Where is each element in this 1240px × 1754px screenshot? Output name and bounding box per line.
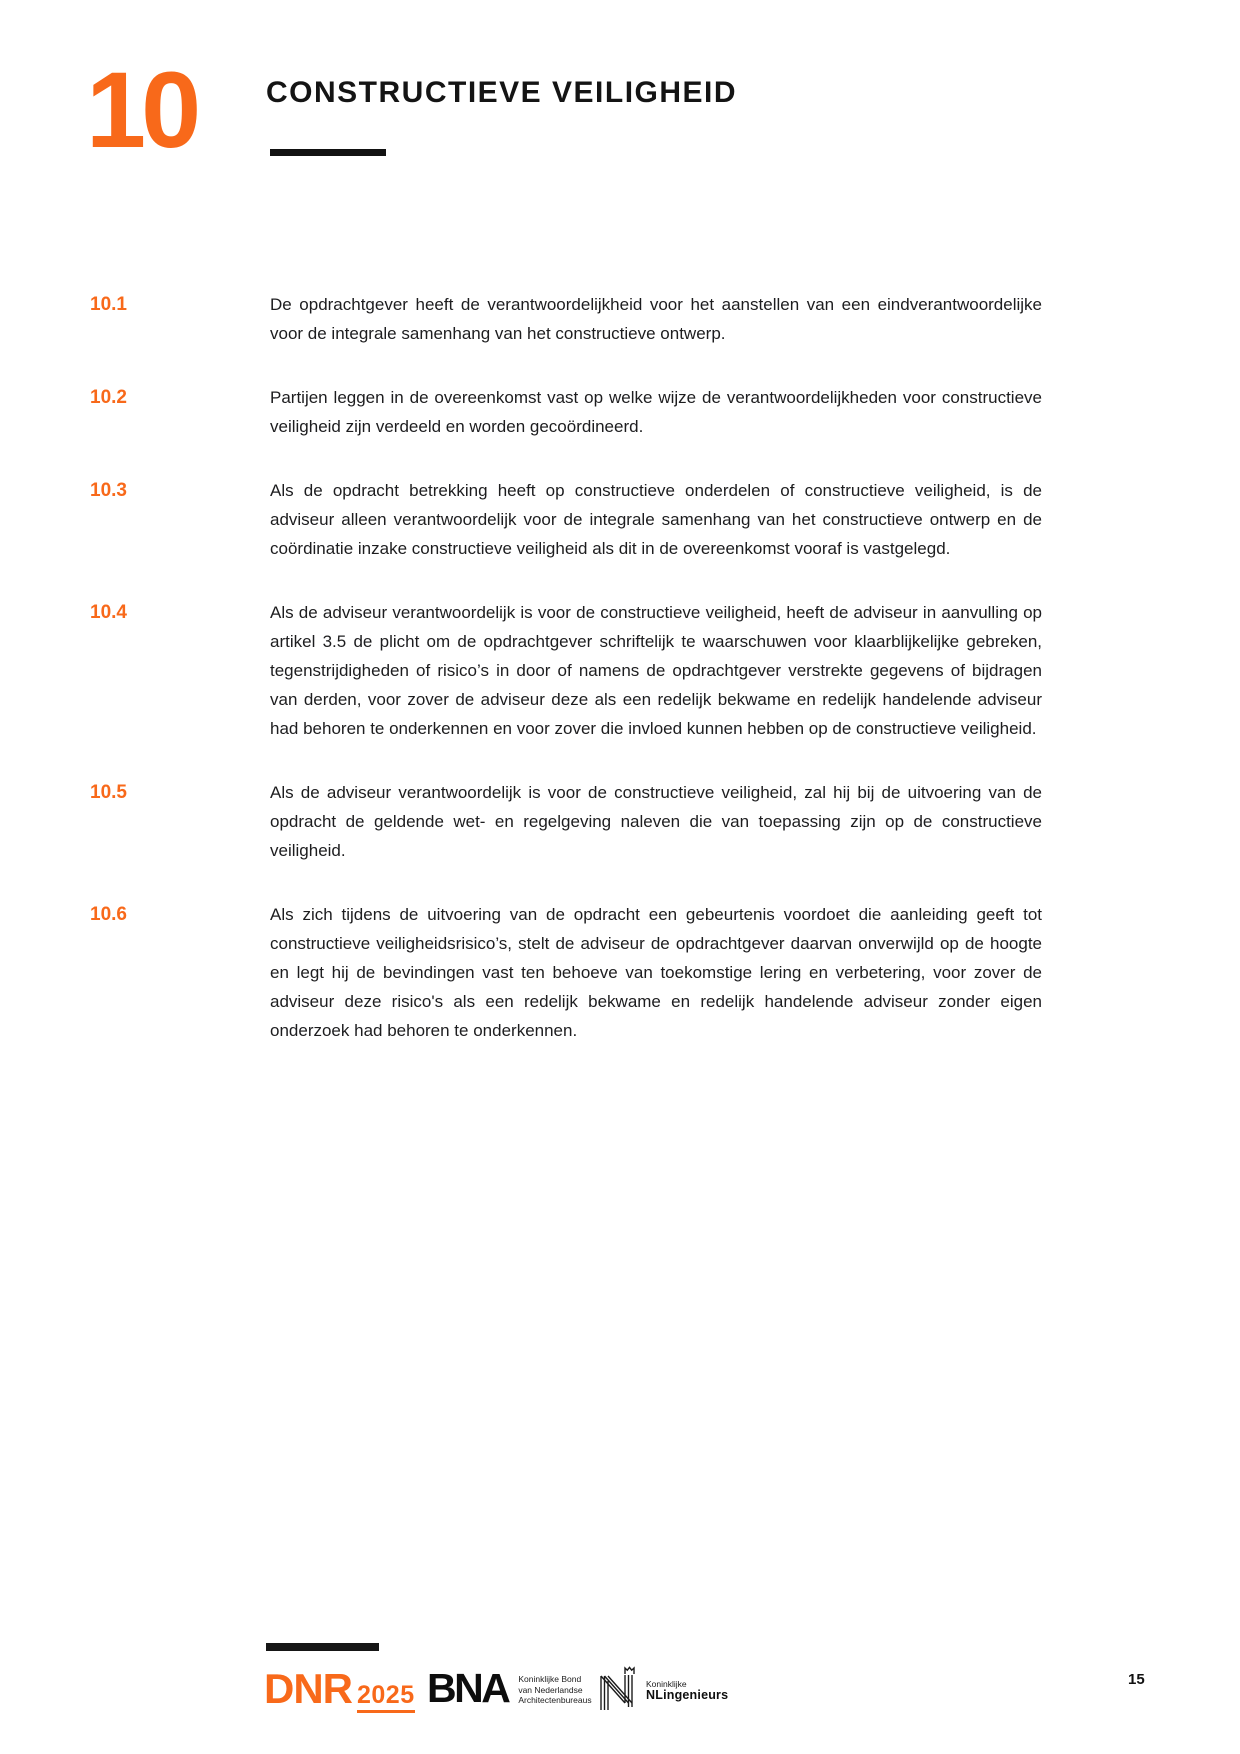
bna-subtext-line: Koninklijke Bond [518,1674,582,1684]
section-10-5 [90,778,1042,865]
section-number: 10.4 [90,602,127,623]
footer-rule [266,1643,379,1651]
nlingenieurs-n-icon [596,1664,638,1717]
section-10-2 [90,383,1042,441]
bna-subtext-line: van Nederlandse [518,1684,583,1695]
nlingenieurs-logo [596,1664,728,1717]
nlingenieurs-prefix: Koninklijke [646,1679,687,1689]
chapter-title: CONSTRUCTIEVE VEILIGHEID [266,76,738,109]
dnr-wordmark: DNR [264,1665,352,1712]
page-number: 15 [1128,1671,1145,1688]
chapter-number: 10 [86,49,197,170]
section-text: Als de adviseur verantwoordelijk is voor de constructieve veiligheid, heeft de adviseur in aanvulling op artikel 3.5 de plicht om de opdrachtgever schriftelijk te waarschuwen voor klaarblijkelijke gebreken, tegenstrijdigheden of risico’s in door of namens de opdrachtgever verstrekte gegevens of bijdragen van derden, voor zover de adviseur deze als een redelijk bekwame en redelijk handelende adviseur had behoren te onderkennen en voor zover die invloed kunnen hebben op de constructieve veiligheid. [270,603,1042,738]
section-10-3 [90,476,1042,563]
section-text: De opdrachtgever heeft de verantwoordelijkheid voor het aanstellen van een eindverantwoordelijke voor de integrale samenhang van het constructieve ontwerp. [270,295,1042,343]
bna-subtext-line: Architectenbureaus [518,1695,592,1705]
section-text: Partijen leggen in de overeenkomst vast op welke wijze de verantwoordelijkheden voor constructieve veiligheid zijn verdeeld en worden gecoördineerd. [270,388,1042,436]
section-10-1 [90,290,1042,348]
section-number: 10.6 [90,904,127,925]
nlingenieurs-name: NLingenieurs [646,1688,729,1702]
title-rule [270,149,386,156]
bna-subtext [518,1673,591,1706]
section-text: Als de adviseur verantwoordelijk is voor de constructieve veiligheid, zal hij bij de uitvoering van de opdracht de geldende wet- en regelgeving naleven die van toepassing zijn op de constructieve veiligheid. [270,783,1042,860]
bna-logo [427,1665,592,1711]
sections-container [90,290,1042,1080]
section-number: 10.1 [90,294,127,315]
section-text: Als zich tijdens de uitvoering van de opdracht een gebeurtenis voordoet die aanleiding geeft tot constructieve veiligheidsrisico’s, stelt de adviseur de opdrachtgever daarvan onverwijld op de hoogte en legt hij de bevindingen vast ten behoeve van toekomstige lering en verbetering, voor zover de adviseur deze risico's als een redelijk bekwame en redelijk handelende adviseur zonder eigen onderzoek had behoren te onderkennen. [270,905,1042,1040]
bna-wordmark: BNA [427,1665,509,1711]
nlingenieurs-text [646,1679,728,1702]
section-number: 10.3 [90,480,127,501]
section-number: 10.5 [90,782,127,803]
section-number: 10.2 [90,387,127,408]
section-10-6 [90,900,1042,1045]
dnr-logo [264,1665,415,1713]
section-text: Als de opdracht betrekking heeft op constructieve onderdelen of constructieve veiligheid, is de adviseur alleen verantwoordelijk voor de integrale samenhang van het constructieve ontwerp en de coördinatie inzake constructieve veiligheid als dit in de overeenkomst vooraf is vastgelegd. [270,481,1042,558]
section-10-4 [90,598,1042,743]
dnr-year: 2025 [357,1683,415,1713]
